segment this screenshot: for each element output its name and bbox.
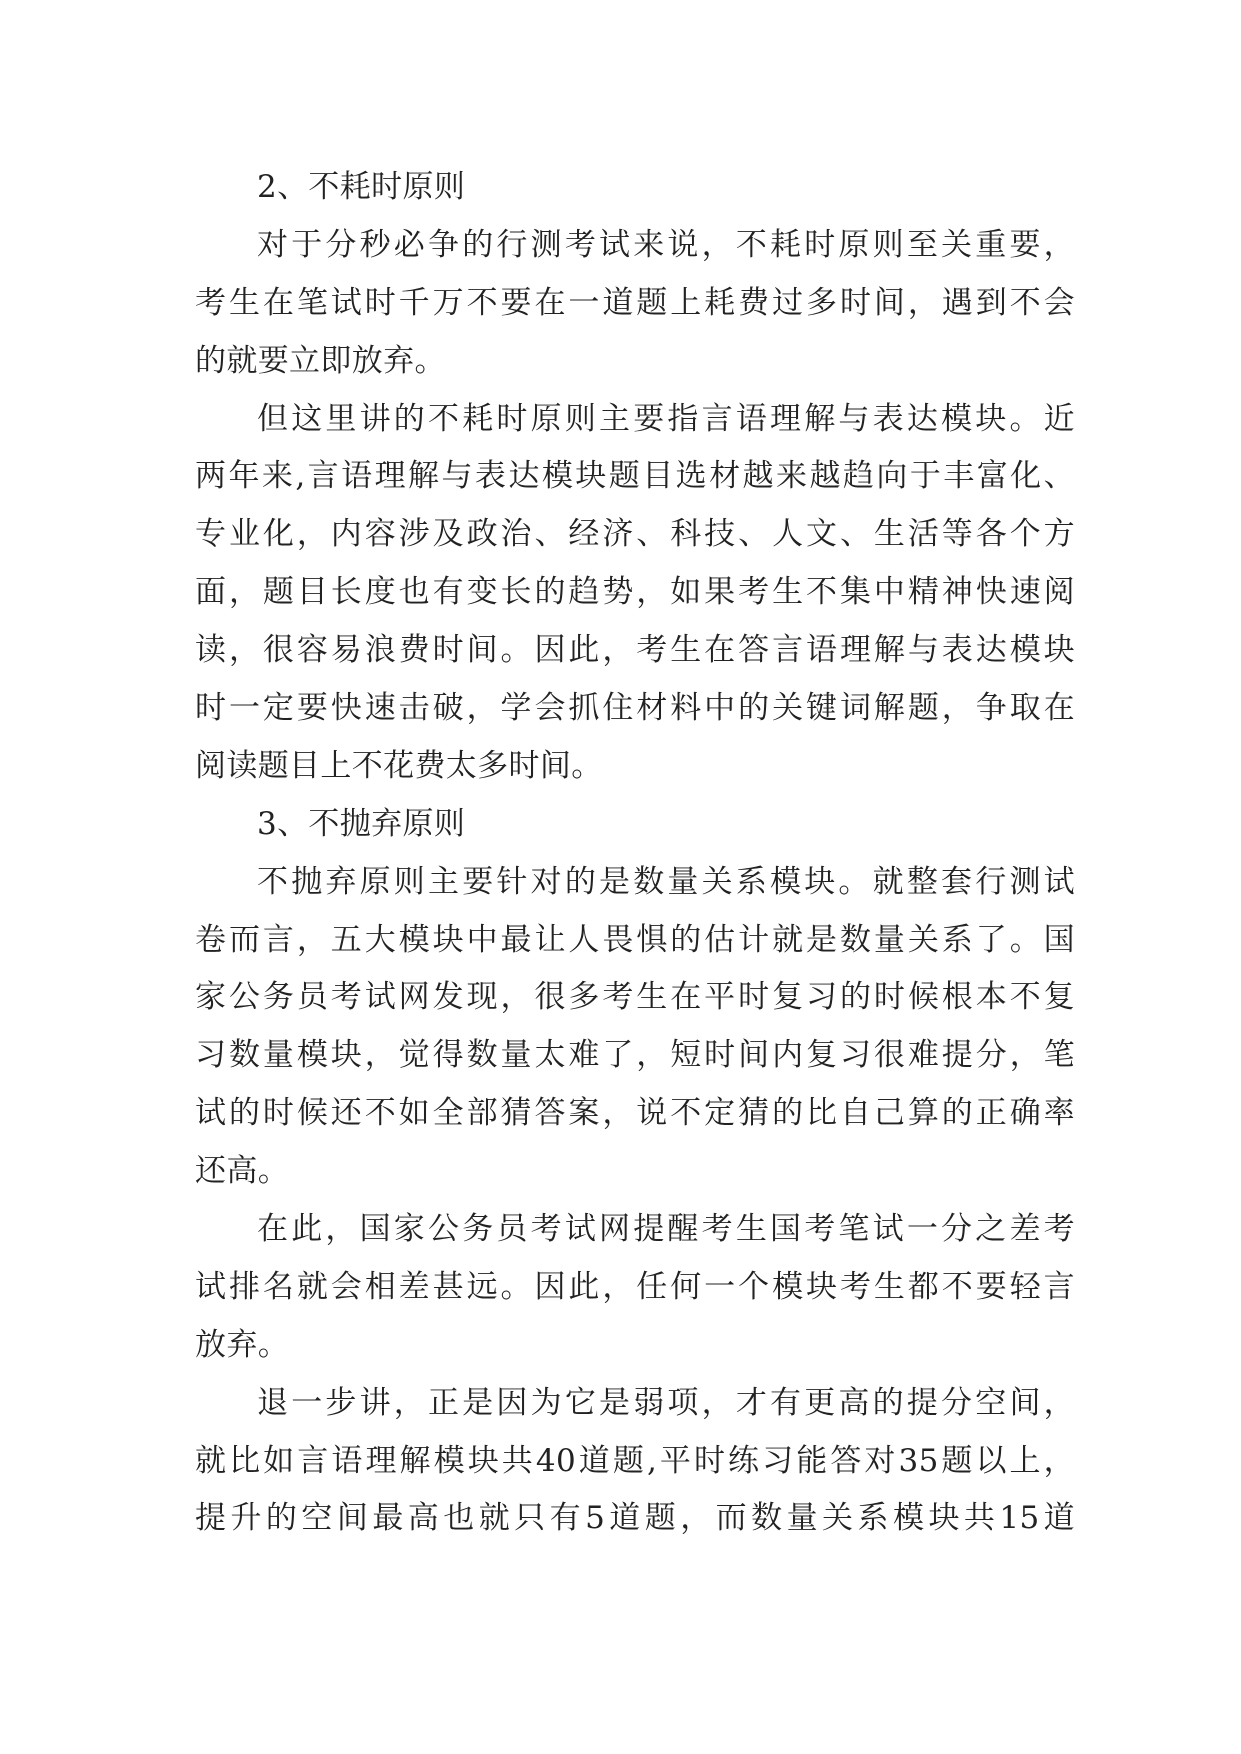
paragraph-line: 提升的空间最高也就只有5道题，而数量关系模块共15道 [195, 1500, 1075, 1537]
paragraph-line: 家公务员考试网发现，很多考生在平时复习的时候根本不复 [195, 979, 1075, 1016]
paragraph-line: 阅读题目上不花费太多时间。 [195, 747, 603, 784]
document-body [195, 159, 1075, 1548]
paragraph-line: 习数量模块，觉得数量太难了，短时间内复习很难提分，笔 [195, 1037, 1075, 1074]
paragraph-line: 试排名就会相差甚远。因此，任何一个模块考生都不要轻言 [195, 1268, 1075, 1305]
section-heading-3 [195, 796, 1075, 854]
paragraph-line: 的就要立即放弃。 [195, 342, 446, 379]
paragraph-line: 两年来,言语理解与表达模块题目选材越来越趋向于丰富化、 [195, 458, 1075, 495]
paragraph-line: 退一步讲，正是因为它是弱项，才有更高的提分空间， [257, 1384, 1075, 1421]
paragraph-line: 专业化，内容涉及政治、经济、科技、人文、生活等各个方 [195, 516, 1075, 553]
paragraph-no-time-waste-intro [195, 217, 1075, 391]
paragraph-line: 对于分秒必争的行测考试来说，不耗时原则至关重要， [257, 226, 1075, 263]
paragraph-line: 不抛弃原则主要针对的是数量关系模块。就整套行测试 [257, 863, 1075, 900]
paragraph-line: 考生在笔试时千万不要在一道题上耗费过多时间，遇到不会 [195, 284, 1075, 321]
paragraph-quantitative-module [195, 854, 1075, 1201]
paragraph-verbal-module [195, 391, 1075, 796]
paragraph-line: 时一定要快速击破，学会抓住材料中的关键词解题，争取在 [195, 690, 1075, 727]
paragraph-line: 卷而言，五大模块中最让人畏惧的估计就是数量关系了。国 [195, 921, 1075, 958]
paragraph-line: 就比如言语理解模块共40道题,平时练习能答对35题以上， [195, 1442, 1075, 1479]
section-heading-2 [195, 159, 1075, 217]
heading-line: 3、不抛弃原则 [257, 805, 466, 842]
paragraph-line: 但这里讲的不耗时原则主要指言语理解与表达模块。近 [257, 400, 1075, 437]
paragraph-line: 面，题目长度也有变长的趋势，如果考生不集中精神快速阅 [195, 574, 1075, 611]
paragraph-line: 在此，国家公务员考试网提醒考生国考笔试一分之差考 [257, 1211, 1075, 1248]
heading-line: 2、不耗时原则 [257, 169, 466, 205]
paragraph-line: 还高。 [195, 1153, 290, 1190]
paragraph-line: 试的时候还不如全部猜答案，说不定猜的比自己算的正确率 [195, 1095, 1075, 1132]
paragraph-line: 放弃。 [195, 1326, 290, 1363]
paragraph-reminder [195, 1201, 1075, 1375]
paragraph-line: 读，很容易浪费时间。因此，考生在答言语理解与表达模块 [195, 632, 1075, 669]
paragraph-improvement-space [195, 1375, 1075, 1549]
